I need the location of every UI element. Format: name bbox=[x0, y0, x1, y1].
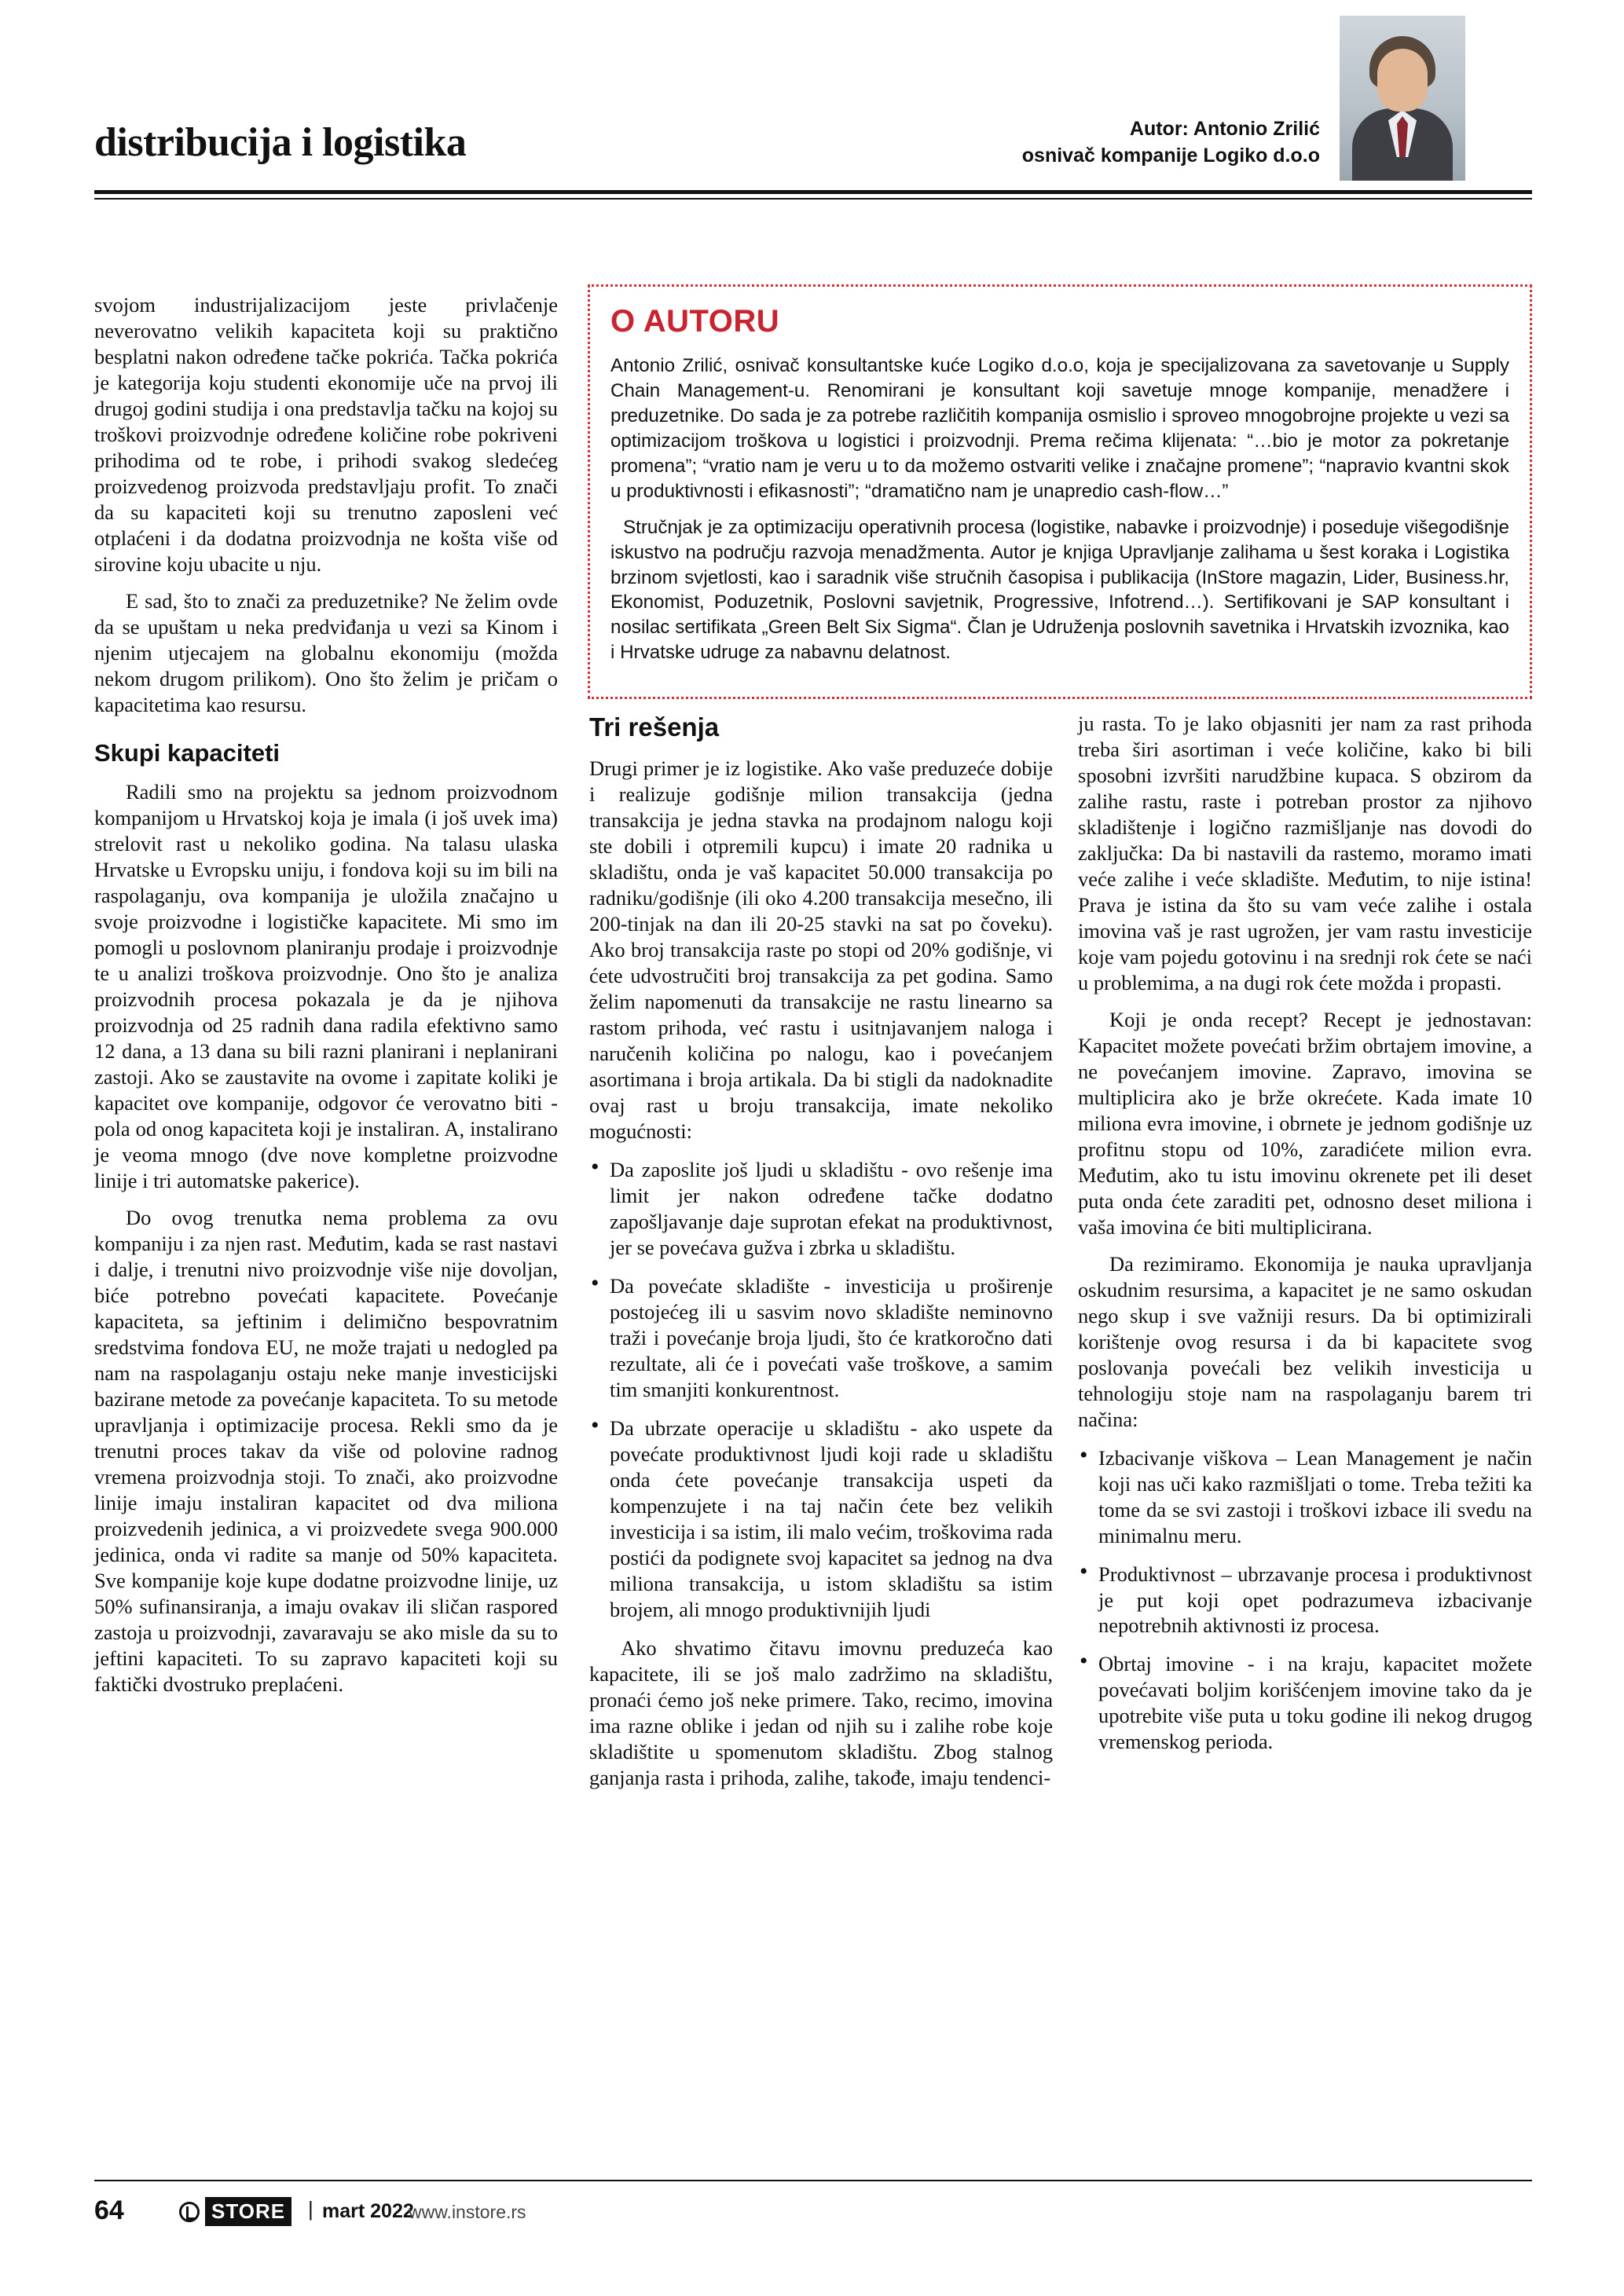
page-title: distribucija i logistika bbox=[94, 120, 467, 165]
paragraph: Koji je onda recept? Recept je jednostavan: Kapacitet možete povećati bržim obrtajem imovine, a ne povećanjem imovine. Zapravo, imovina se multiplicira ako je brže okrećete. Kada imate 10 miliona evra imovine, i obrnete je jednom godišnje uz profitnu stopu od 10%, zaradićete milion evra. Međutim, ako tu istu imovinu okrenete pet ili deset puta onda ćete zaraditi pet, odnosno deset miliona i vaša imovina će biti multiplicirana. bbox=[1078, 1007, 1532, 1239]
about-author-box bbox=[588, 284, 1532, 699]
paragraph: Da rezimiramo. Ekonomija je nauka upravljanja oskudnim resursima, a kapacitet je ne samo oskudan nego skup i sve važniji resurs. Da bi optimizirali korištenje ovog resursa i da bi kapacitete svog poslovanja povećali bez velikih investicija u tehnologiju stoje nam na raspolaganju barem tri načina: bbox=[1078, 1251, 1532, 1431]
list-item: • Da povećate skladište - investicija u proširenje postojećeg ili u sasvim novo skladište neminovno traži i povećanje broja ljudi, što će kratkoročno dati rezultate, ali će i povećati vaše troškove, a samim tim smanjiti konkurentnost. bbox=[589, 1273, 1053, 1403]
about-author-paragraph-2: Stručnjak je za optimizaciju operativnih procesa (logistike, nabavke i proizvodnje) i poseduje višegodišnje iskustvo na području razvoja menadžmenta. Autor je knjiga Upravljanje zalihama u šest koraka i Logistika brzinom svjetlosti, kao i saradnik više stručnih časopisa i publikacija (InStore magazin, Lider, Business.hr, Ekonomist, Poduzetnik, Poslovni savjetnik, Progressive, Infotrend…). Sertifikovani je SAP konsultant i nosilac sertifikata „Green Belt Six Sigma“. Član je Udruženja poslovnih savetnika i Hrvatskih izvoznika, kao i Hrvatske udruge za nabavnu delatnost. bbox=[610, 516, 1509, 664]
paragraph: ju rasta. To je lako objasniti jer nam za rast prihoda treba širi asortiman i veće količine, kako bi bili sposobni izvršiti narudžbine kupaca. S obzirom da zalihe rastu, raste i potreban prostor za njihovo skladištenje i logično razmišljanje nas dovodi do zaključka: Da bi nastavili da rastemo, moramo imati veće zalihe i veće skladište. Međutim, to nije istina! Prava je istina da što su vam veće zalihe i ostala imovina vaš je rast ugrožen, jer vam rastu investicije koje vam pojedu gotovinu i na srednji rok ćete se naći u problemima, a na dugi rok ćete možda i propasti. bbox=[1078, 712, 1532, 994]
solutions-list bbox=[589, 1157, 1053, 1623]
list-item: • Da ubrzate operacije u skladištu - ako uspete da povećate produktivnost ljudi koji rade u skladištu onda ćete povećanje transakcija uspeti da kompenzujete i na taj način ćete bez velikih investicija i sa istim, ili malo većim, troškovima rada postići da podignete svoj kapacitet sa jednog na dva miliona transakcija, u istom skladištu sa istim brojem, ali mnogo produktivnijih ljudi bbox=[589, 1415, 1053, 1623]
author-role: osnivač kompanije Logiko d.o.o bbox=[1021, 144, 1320, 167]
about-author-paragraph-1: Antonio Zrilić, osnivač konsultantske kuće Logiko d.o.o, koja je specijalizovana za savetovanje u Supply Chain Management-u. Renomirani je konsultant koji savetuje mnoge kompanije, menadžere i preduzetnike. Do sada je za potrebe različitih kompanija osmislio i sproveo mnogobrojne projekte u vezi sa optimizacijom troškova u logistici i proizvodnji. Prema rečima klijenata: “…bio je motor za pokretanje promena”; “vratio nam je veru u to da možemo ostvariti velike i značajne promene”; “napravio kvantni skok u produktivnosti i efikasnosti”; “dramatično nam je unapredio cash-flow…” bbox=[610, 355, 1509, 502]
article-column-3 bbox=[1078, 711, 1532, 1767]
issue-date: mart 2022 bbox=[322, 2200, 414, 2222]
author-credit bbox=[1022, 116, 1320, 170]
instore-logo bbox=[179, 2197, 291, 2226]
about-author-heading: O AUTORU bbox=[610, 304, 780, 339]
list-item: • Izbacivanje viškova – Lean Management je način koji nas uči kako razmišljati o tome. Treba težiti ka tome da se svi zastoji i troškovi izbace ili svedu na minimalnu meru. bbox=[1078, 1445, 1532, 1549]
footer-divider bbox=[94, 2180, 1532, 2181]
subheading-skupi-kapaciteti: Skupi kapaciteti bbox=[94, 738, 280, 767]
subheading-tri-resenja: Tri rešenja bbox=[589, 712, 720, 742]
logo-text: STORE bbox=[205, 2197, 291, 2226]
page-footer bbox=[94, 2194, 1532, 2241]
portrait-face bbox=[1377, 49, 1428, 112]
author-name: Autor: Antonio Zrilić bbox=[1129, 118, 1320, 140]
paragraph: svojom industrijalizacijom jeste privlačenje neverovatno velikih kapaciteta koji su praktično besplatni nakon određene tačke pokrića. Tačka pokrića je kategorija koju studenti ekonomije uče na prvoj ili drugoj godini studija i ona predstavlja tačku na kojoj su troškovi proizvodnje određene količine robe pokriveni prihodima od te robe, i prihodi svakog sledećeg proizvedenog proizvoda predstavljaju profit. To znači da su kapaciteti koji su trenutno zaposleni već otplaćeni i da dodatna proizvodnja ne košta više od sirovine koju ubacite u nju. bbox=[94, 293, 558, 576]
paragraph: Radili smo na projektu sa jednom proizvodnom kompanijom u Hrvatskoj koja je imala (i još uvek ima) strelovit rast u nekoliko godina. Na talasu ulaska Hrvatske u Evropsku uniju, i fondova koji su im bili na raspolaganju, ova kompanija je uložila značajno u svoje proizvodne i logističke kapacitete. Mi smo im pomogli u poslovnom planiranju prodaje i proizvodnje te u analizi troškova proizvodnje. Ono što je analiza proizvodnih procesa pokazala je da je njihova proizvodnja od 25 radnih dana radila efektivno samo 12 dana, a 13 dana su bili razni planirani i neplanirani zastoji. Ako se zaustavite na ovome i zapitate koliki je kapacitet ove kompanije, odgovor će verovatno biti - pola od onog kapaciteta koji je instaliran. A, instalirano je veoma mnogo (dve nove kompletne proizvodne linije i tri automatske pakerice). bbox=[94, 780, 558, 1193]
paragraph: E sad, što to znači za preduzetnike? Ne želim ovde da se upuštam u neka predviđanja u vezi sa Kinom i njenim utjecajem na globalnu ekonomiju (možda nekom drugom prilikom). Ono što želim je pričam o kapacitetima kao resursu. bbox=[94, 588, 558, 716]
paragraph: Do ovog trenutka nema problema za ovu kompaniju i za njen rast. Međutim, kada se rast nastavi i dalje, i trenutni nivo proizvodnje više nije dovoljan, biće potrebno povećati kapacitete. Povećanje kapaciteta, sa jeftinim i delimično bespovratnim sredstvima fondova EU, ne može trajati u nedogled pa nam na raspolaganju ostaju neke manje investicijski bazirane metode za povećanje kapaciteta. To su metode upravljanja i optimizacije procesa. Rekli smo da je trenutni proces takav da više od polovine radnog vremena proizvodnja stoji. To znači, ako proizvodne linije imaju instaliran kapacitet od dva miliona proizvedenih jedinica, a vi proizvedete svega 900.000 jedinica, onda vi radite sa manje od 50% kapaciteta. Sve kompanije koje kupe dodatne proizvodne linije, uz 50% sufinansiranja, a imaju ovakav ili sličan raspored zastoja u proizvodnji, zavaravaju se ako misle da su to jeftini kapaciteti. To su zapravo kapaciteti koji su faktički dvostruko preplaćeni. bbox=[94, 1206, 558, 1696]
article-column-2 bbox=[589, 711, 1053, 1790]
paragraph: Drugi primer je iz logistike. Ako vaše preduzeće dobije i realizuje godišnje milion transakcija (jedna transakcija je jedna stavka na prodajnom nalogu koji ste dobili i otpremili kupcu) i imate 20 radnika u skladištu, onda je vaš kapacitet 50.000 transakcija po radniku/godišnje (ili oko 4.200 transakcija mesečno, ili 200-tinjak na dan ili 20-25 stavki na sat po čoveku). Ako broj transakcija raste po stopi od 20% godišnje, vi ćete udvostručiti broj transakcija za pet godina. Samo želim napomenuti da transakcije ne rastu linearno sa rastom prihoda, već rastu i usitnjavanjem naloga i naručenih količina po nalogu, kao i povećanjem asortimana i broja artikala. Da bi stigli da nadoknadite ovaj rast u broju transakcija, imate nekoliko mogućnosti: bbox=[589, 756, 1053, 1143]
website-url[interactable]: www.instore.rs bbox=[409, 2202, 526, 2222]
instore-mark-icon bbox=[179, 2202, 200, 2222]
page-number: 64 bbox=[94, 2195, 124, 2225]
list-item: • Da zaposlite još ljudi u skladištu - ovo rešenje ima limit jer nakon određene tačke dodatno zapošljavanje daje suprotan efekat na produktivnost, jer se povećava gužva i zbrka u skladištu. bbox=[589, 1157, 1053, 1261]
paragraph: Ako shvatimo čitavu imovnu preduzeća kao kapacitete, ili se još malo zadržimo na skladištu, pronaći ćemo još neke primere. Tako, recimo, imovina ima razne oblike i jedan od njih su i zalihe robe koje skladištite u spomenutom skladištu. Zbog stalnog ganjanja rasta i prihoda, zalihe, takođe, imaju tendenci- bbox=[589, 1635, 1053, 1789]
footer-separator: | bbox=[308, 2197, 313, 2221]
author-portrait-image bbox=[1340, 16, 1465, 181]
masthead bbox=[94, 94, 1532, 189]
list-item: • Produktivnost – ubrzavanje procesa i produktivnost je put koji opet podrazumeva izbacivanje nepotrebnih aktivnosti iz procesa. bbox=[1078, 1562, 1532, 1639]
conclusion-list bbox=[1078, 1445, 1532, 1756]
header-divider-thin bbox=[94, 198, 1532, 200]
header-divider bbox=[94, 190, 1532, 194]
list-item: • Obrtaj imovine - i na kraju, kapacitet možete povećavati boljim korišćenjem imovine tako da je upotrebite više puta u toku godine ili nekog drugog vremenskog perioda. bbox=[1078, 1651, 1532, 1755]
article-column-1 bbox=[94, 292, 558, 1697]
